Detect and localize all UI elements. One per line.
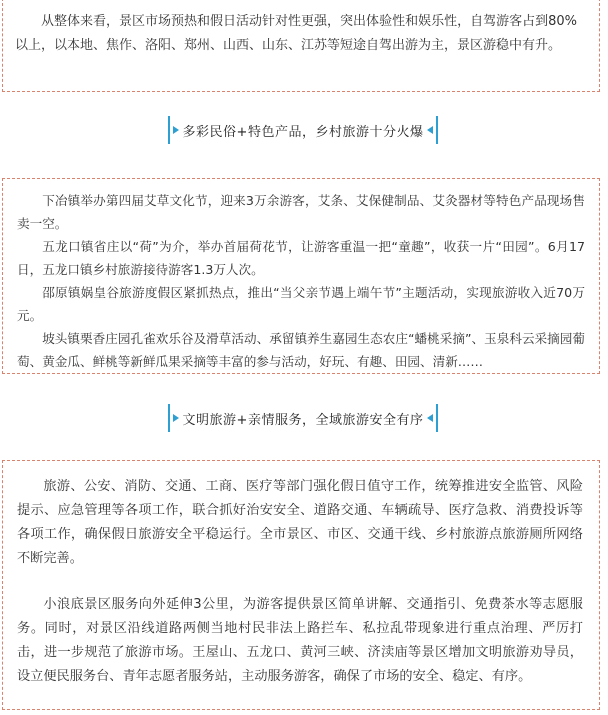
rural-tourism-section [2,178,600,374]
safety-service-section [2,460,600,710]
paragraph-gap [17,571,583,593]
triangle-right-icon [173,126,179,134]
paragraph-xiaolangdi: 小浪底景区服务向外延伸3公里，为游客提供景区简单讲解、交通指引、免费茶水等志愿服务。同时，对景区沿线道路两侧当地村民非法上路拦车、私拉乱带现象进行重点治理、严厉打击，进一步规范了旅游市场。王屋山、五龙口、黄河三峡、济渎庙等景区增加文明旅游劝导员，设立便民服务台、青年志愿者服务站，主动服务游客，确保了市场的安全、稳定、有序。 [17,597,583,684]
triangle-left-icon [427,126,433,134]
triangle-left-icon [427,414,433,422]
paragraph-potou: 坡头镇栗香庄园孔雀欢乐谷及滑草活动、承留镇养生嘉园生态农庄“蟠桃采摘”、玉泉科云采摘园葡萄、黄金瓜、鲜桃等新鲜瓜果采摘等丰富的参与活动，好玩、有趣、田园、清新…… [17,331,585,369]
section-heading-text: 文明旅游+亲情服务，全域旅游安全有序 [182,412,424,428]
paragraph-wulongkou: 五龙口镇省庄以“荷”为介，举办首届荷花节，让游客重温一把“童趣”，收获一片“田园”。6月17日，五龙口镇乡村旅游接待游客1.3万人次。 [17,239,585,277]
intro-paragraph: 从整体来看，景区市场预热和假日活动针对性更强，突出体验性和娱乐性，自驾游客占到80%以上，以本地、焦作、洛阳、郑州、山西、山东、江苏等短途自驾出游为主，景区游稳中有升。 [15,14,577,53]
section-heading-folk-products [168,116,438,144]
heading-left-bar [168,116,170,144]
paragraph-xiaye: 下冶镇举办第四届艾草文化节，迎来3万余游客，艾条、艾保健制品、艾灸器材等特色产品现场售卖一空。 [17,193,585,231]
heading-right-bar [436,116,438,144]
section-heading-civilized-tourism [168,404,438,432]
section-heading-text: 多彩民俗+特色产品，乡村旅游十分火爆 [182,124,424,140]
intro-section [2,0,600,92]
paragraph-shaoyuan: 邵原镇娲皇谷旅游度假区紧抓热点，推出“当父亲节遇上端午节”主题活动，实现旅游收入近70万元。 [17,285,585,323]
heading-right-bar [436,404,438,432]
heading-left-bar [168,404,170,432]
triangle-right-icon [173,414,179,422]
paragraph-safety: 旅游、公安、消防、交通、工商、医疗等部门强化假日值守工作，统筹推进安全监管、风险提示、应急管理等各项工作，联合抓好治安安全、道路交通、车辆疏导、医疗急救、消费投诉等各项工作，确保假日旅游安全平稳运行。全市景区、市区、交通干线、乡村旅游点旅游厕所网络不断完善。 [17,479,583,566]
